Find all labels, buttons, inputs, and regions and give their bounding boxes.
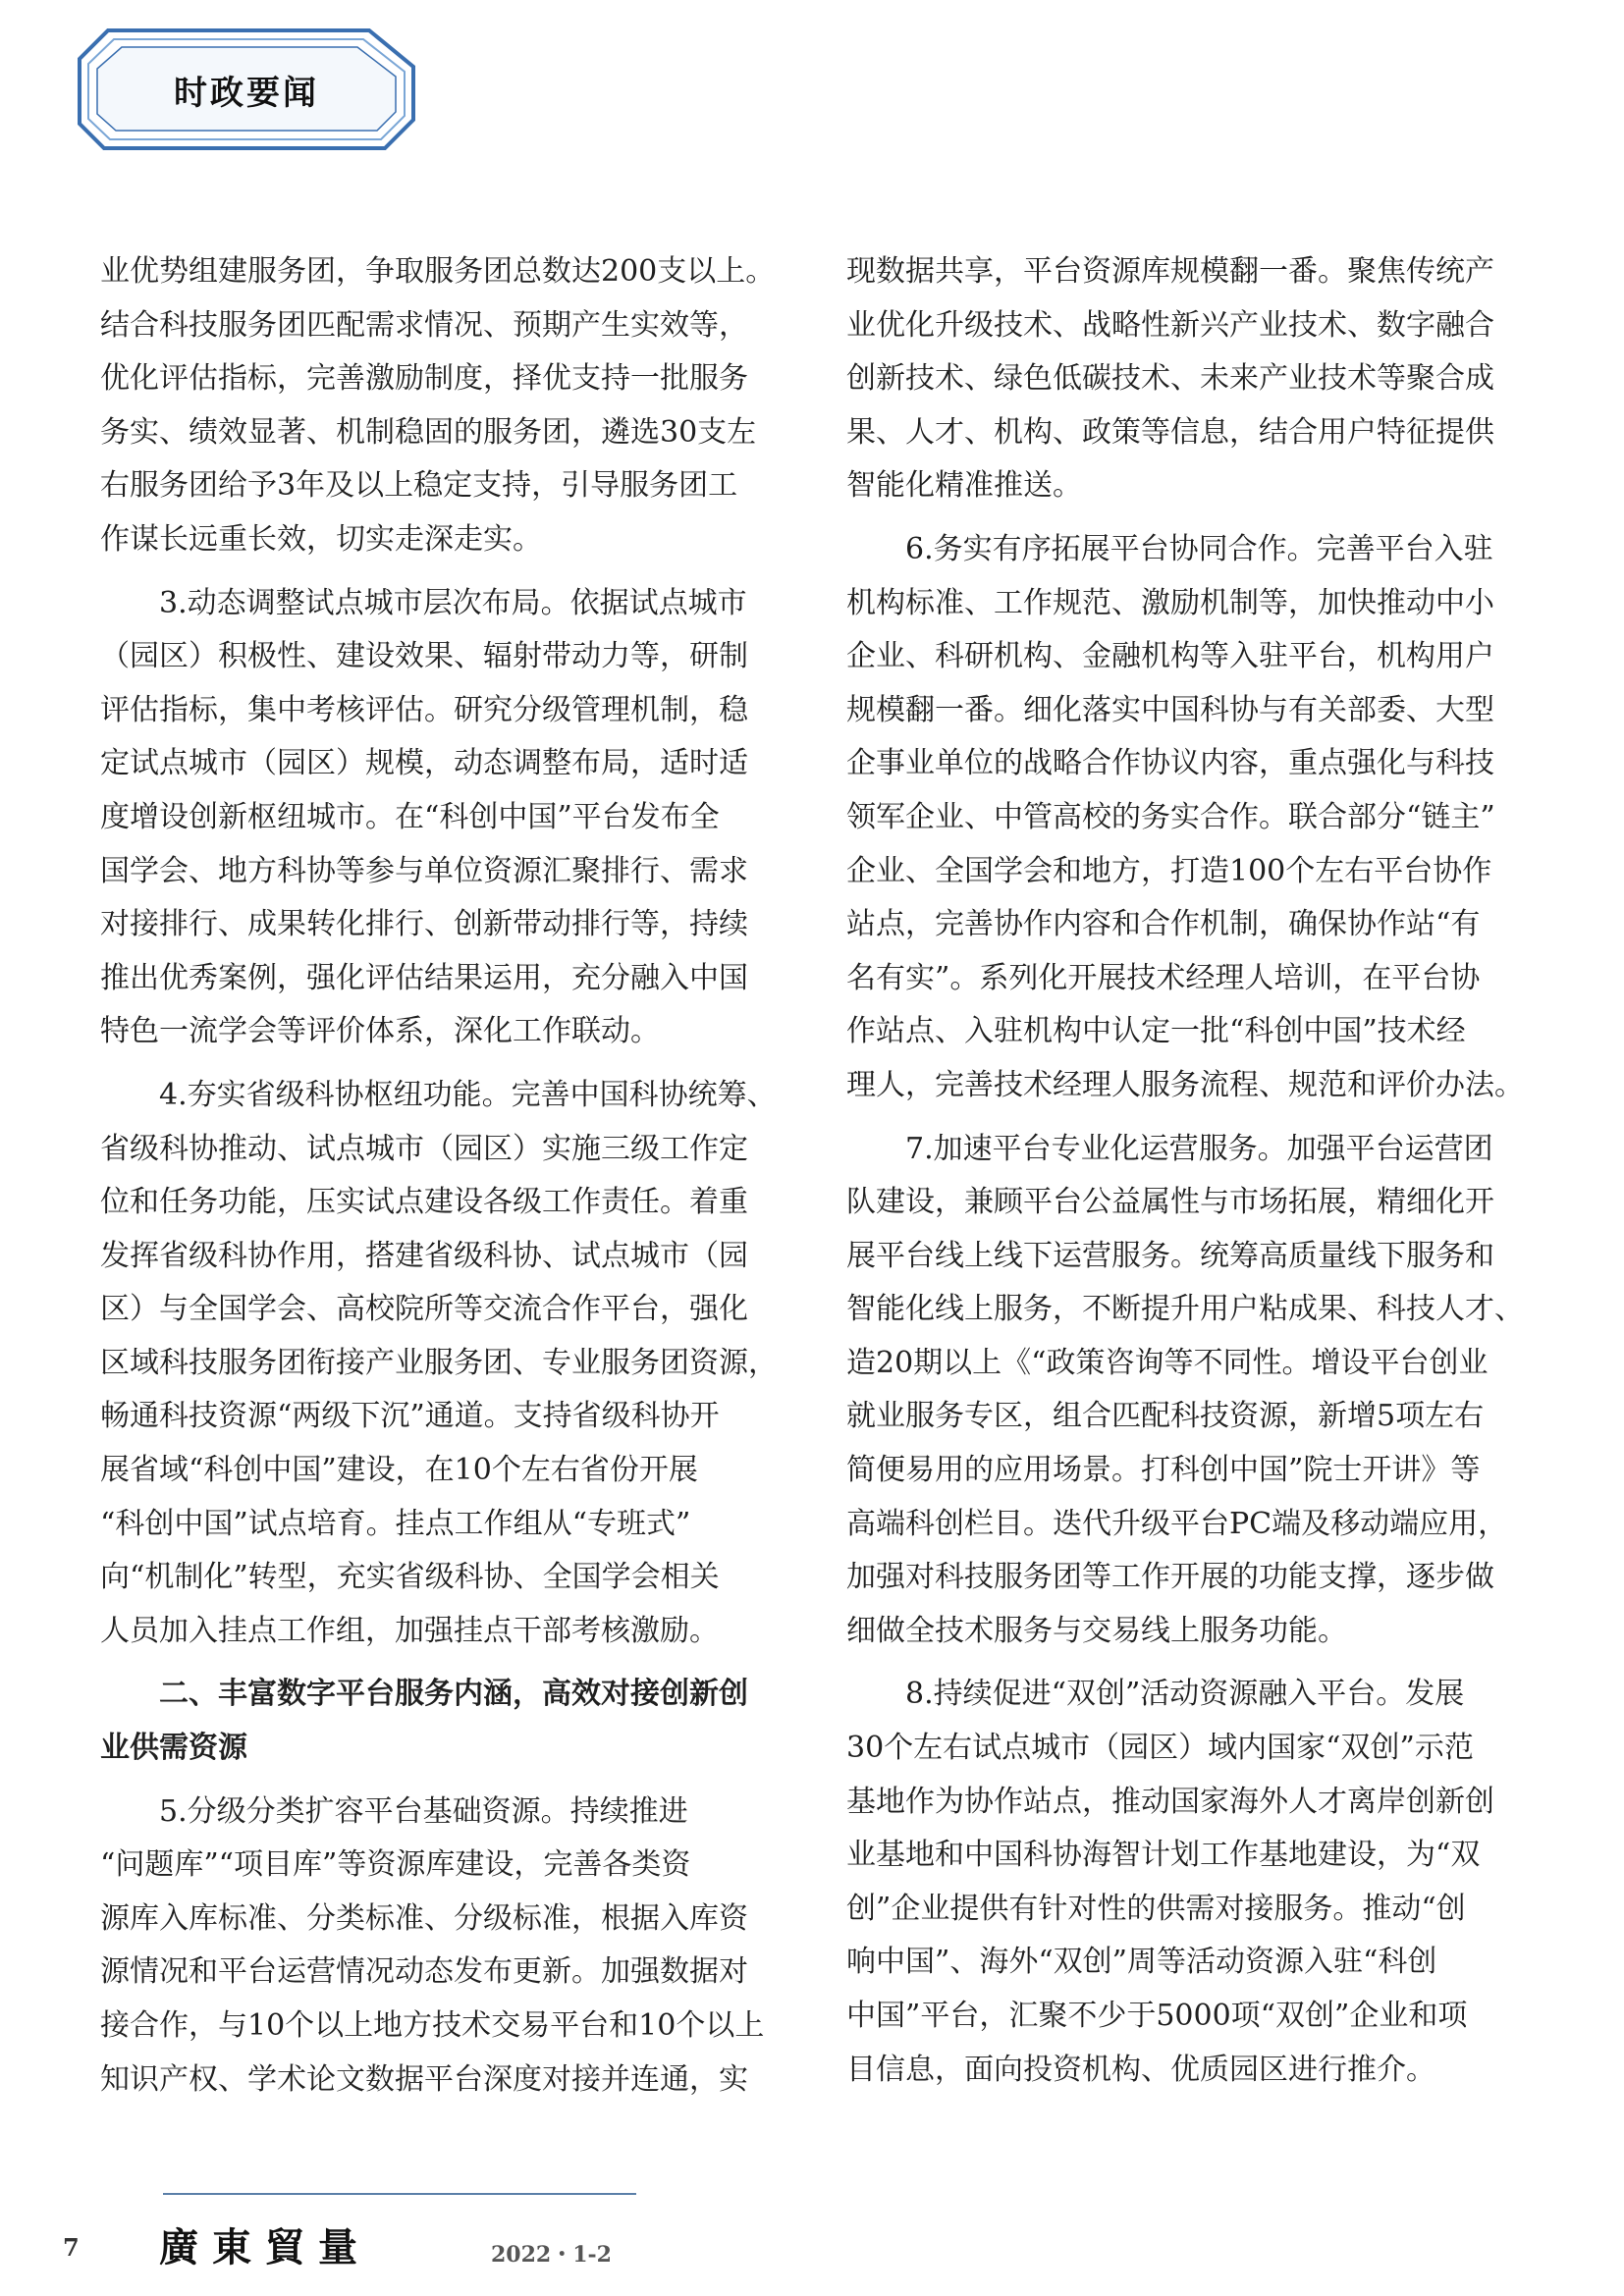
text-line: 人员加入挂点工作组，加强挂点干部考核激励。 bbox=[100, 1613, 719, 1648]
text-line: 源库入库标准、分类标准、分级标准，根据入库资 bbox=[100, 1900, 748, 1936]
text-line: 企业、全国学会和地方，打造100个左右平台协作 bbox=[846, 853, 1492, 888]
left-text-column bbox=[100, 245, 787, 2107]
text-line: 就业服务专区，组合匹配科技资源，新增5项左右 bbox=[846, 1399, 1485, 1434]
text-line: 省级科协推动、试点城市（园区）实施三级工作定 bbox=[100, 1131, 748, 1166]
text-line: “问题库”“项目库”等资源库建设，完善各类资 bbox=[100, 1847, 691, 1883]
text-line: 展省域“科创中国”建设，在10个左右省份开展 bbox=[100, 1453, 698, 1488]
text-line: 3.动态调整试点城市层次布局。依据试点城市 bbox=[159, 585, 747, 620]
text-line: 基地作为协作站点，推动国家海外人才离岸创新创 bbox=[846, 1784, 1494, 1819]
text-line: “科创中国”试点培育。挂点工作组从“专班式” bbox=[100, 1506, 691, 1541]
paragraph-gap bbox=[100, 1776, 787, 1786]
text-line: （园区）积极性、建设效果、辐射带动力等，研制 bbox=[100, 639, 748, 674]
text-line: 务实、绩效显著、机制稳固的服务团，遴选30支左 bbox=[100, 414, 757, 450]
text-line: 4.夯实省级科协枢纽功能。完善中国科协统筹、 bbox=[159, 1077, 777, 1112]
text-line: 30个左右试点城市（园区）域内国家“双创”示范 bbox=[846, 1731, 1474, 1766]
text-line: 站点，完善协作内容和合作机制，确保协作站“有 bbox=[846, 907, 1481, 942]
section-title: 时政要闻 bbox=[174, 73, 319, 113]
text-line: 业优化升级技术、战略性新兴产业技术、数字融合 bbox=[846, 307, 1494, 343]
text-line: 源情况和平台运营情况动态发布更新。加强数据对 bbox=[100, 1954, 748, 1990]
text-line: 展平台线上线下运营服务。统筹高质量线下服务和 bbox=[846, 1238, 1494, 1273]
text-line: 细做全技术服务与交易线上服务功能。 bbox=[846, 1613, 1347, 1648]
text-line: 8.持续促进“双创”活动资源融入平台。发展 bbox=[905, 1677, 1465, 1712]
text-line: 加强对科技服务团等工作开展的功能支撑，逐步做 bbox=[846, 1560, 1494, 1595]
text-line: 领军企业、中管高校的务实合作。联合部分“链主” bbox=[846, 799, 1495, 834]
section-heading-line: 二、丰富数字平台服务内涵，高效对接创新创 bbox=[159, 1677, 748, 1712]
paragraph-gap bbox=[846, 513, 1534, 523]
text-line: 知识产权、学术论文数据平台深度对接并连通，实 bbox=[100, 2061, 748, 2097]
text-line: 业优势组建服务团，争取服务团总数达200支以上。 bbox=[100, 254, 776, 289]
text-line: 接合作，与10个以上地方技术交易平台和10个以上 bbox=[100, 2008, 765, 2043]
text-line: 畅通科技资源“两级下沉”通道。支持省级科协开 bbox=[100, 1399, 720, 1434]
text-line: 区）与全国学会、高校院所等交流合作平台，强化 bbox=[100, 1292, 748, 1327]
text-line: 造20期以上《“政策咨询等不同性。增设平台创业 bbox=[846, 1345, 1489, 1380]
text-line: 优化评估指标，完善激励制度，择优支持一批服务 bbox=[100, 361, 748, 397]
text-line: 推出优秀案例，强化评估结果运用，充分融入中国 bbox=[100, 960, 748, 995]
text-line: 企业、科研机构、金融机构等入驻平台，机构用户 bbox=[846, 639, 1494, 674]
text-line: 结合科技服务团匹配需求情况、预期产生实效等， bbox=[100, 307, 748, 343]
text-line: 区域科技服务团衔接产业服务团、专业服务团资源， bbox=[100, 1345, 778, 1380]
footer-divider bbox=[163, 2193, 636, 2195]
text-line: 中国”平台，汇聚不少于5000项“双创”企业和项 bbox=[846, 1999, 1468, 2033]
text-line: 对接排行、成果转化排行、创新带动排行等，持续 bbox=[100, 907, 748, 942]
text-line: 现数据共享，平台资源库规模翻一番。聚焦传统产 bbox=[846, 254, 1494, 289]
text-line: 作站点、入驻机构中认定一批“科创中国”技术经 bbox=[846, 1014, 1466, 1049]
text-line: 国学会、地方科协等参与单位资源汇聚排行、需求 bbox=[100, 853, 748, 888]
paragraph-gap bbox=[100, 1059, 787, 1069]
section-heading-line: 业供需资源 bbox=[100, 1731, 247, 1766]
text-line: 7.加速平台专业化运营服务。加强平台运营团 bbox=[905, 1131, 1493, 1166]
text-line: 智能化精准推送。 bbox=[846, 468, 1082, 504]
paragraph-gap bbox=[100, 1658, 787, 1668]
text-line: 创”企业提供有针对性的供需对接服务。推动“创 bbox=[846, 1891, 1466, 1926]
text-line: 向“机制化”转型，充实省级科协、全国学会相关 bbox=[100, 1560, 720, 1595]
text-line: 目信息，面向投资机构、优质园区进行推介。 bbox=[846, 2052, 1435, 2087]
text-line: 评估指标，集中考核评估。研究分级管理机制，稳 bbox=[100, 692, 748, 727]
text-line: 发挥省级科协作用，搭建省级科协、试点城市（园 bbox=[100, 1238, 748, 1273]
text-line: 简便易用的应用场景。打科创中国”院士开讲》等 bbox=[846, 1453, 1481, 1488]
text-line: 企事业单位的战略合作协议内容，重点强化与科技 bbox=[846, 746, 1494, 781]
text-line: 右服务团给予3年及以上稳定支持，引导服务团工 bbox=[100, 468, 738, 504]
text-line: 智能化线上服务，不断提升用户粘成果、科技人才、 bbox=[846, 1292, 1524, 1327]
text-line: 队建设，兼顾平台公益属性与市场拓展，精细化开 bbox=[846, 1185, 1494, 1220]
text-line: 名有实”。系列化开展技术经理人培训，在平台协 bbox=[846, 960, 1481, 995]
magazine-masthead: 廣東貿量 bbox=[159, 2224, 371, 2270]
issue-number: 2022・1-2 bbox=[491, 2242, 612, 2268]
text-line: 机构标准、工作规范、激励机制等，加快推动中小 bbox=[846, 585, 1494, 620]
text-line: 高端科创栏目。迭代升级平台PC端及移动端应用， bbox=[846, 1506, 1508, 1541]
right-text-column bbox=[846, 245, 1534, 2097]
text-line: 6.务实有序拓展平台协同合作。完善平台入驻 bbox=[905, 531, 1493, 566]
text-line: 位和任务功能，压实试点建设各级工作责任。着重 bbox=[100, 1185, 748, 1220]
text-line: 理人，完善技术经理人服务流程、规范和评价办法。 bbox=[846, 1067, 1524, 1102]
text-line: 果、人才、机构、政策等信息，结合用户特征提供 bbox=[846, 414, 1494, 450]
text-line: 特色一流学会等评价体系，深化工作联动。 bbox=[100, 1014, 660, 1049]
text-line: 定试点城市（园区）规模，动态调整布局，适时适 bbox=[100, 746, 748, 781]
page-number: 7 bbox=[63, 2233, 80, 2262]
section-badge bbox=[75, 26, 418, 153]
text-line: 业基地和中国科协海智计划工作基地建设，为“双 bbox=[846, 1838, 1481, 1873]
paragraph-gap bbox=[846, 1113, 1534, 1123]
text-line: 作谋长远重长效，切实走深走实。 bbox=[100, 521, 542, 557]
paragraph-gap bbox=[846, 1658, 1534, 1668]
text-line: 响中国”、海外“双创”周等活动资源入驻“科创 bbox=[846, 1945, 1437, 1980]
text-line: 创新技术、绿色低碳技术、未来产业技术等聚合成 bbox=[846, 361, 1494, 397]
paragraph-gap bbox=[100, 567, 787, 577]
text-line: 规模翻一番。细化落实中国科协与有关部委、大型 bbox=[846, 692, 1494, 727]
text-line: 度增设创新枢纽城市。在“科创中国”平台发布全 bbox=[100, 799, 720, 834]
text-line: 5.分级分类扩容平台基础资源。持续推进 bbox=[159, 1793, 688, 1829]
